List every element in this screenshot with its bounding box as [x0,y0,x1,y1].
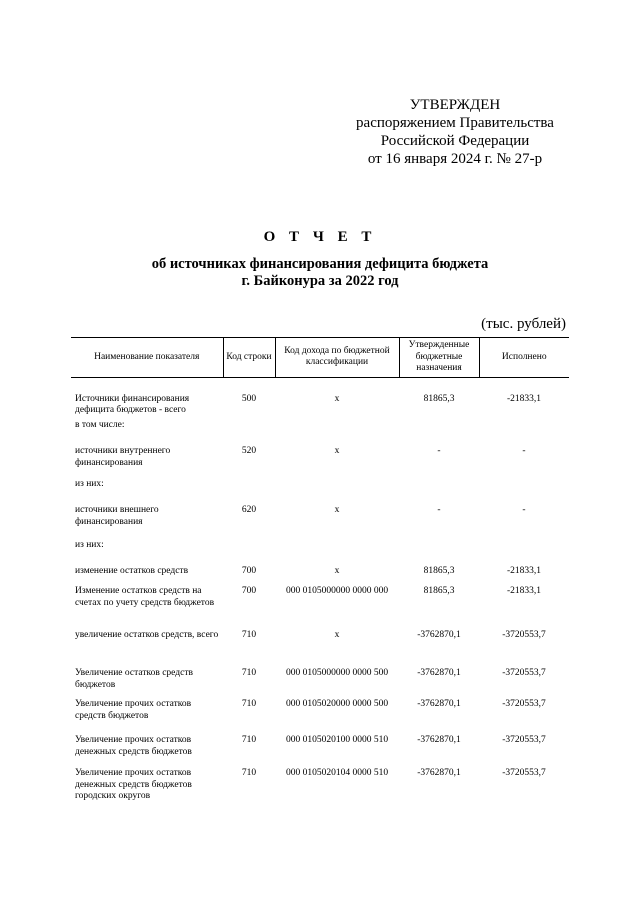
approval-stamp [340,96,570,168]
cell-approved: 81865,3 [423,566,455,576]
approval-title: УТВЕРЖДЕН [409,97,501,113]
cell-code [223,477,275,503]
table-row [71,503,569,538]
cell-name: из них: [75,479,104,489]
cell-kbk [275,538,399,564]
cell-name: в том числе: [75,420,125,430]
approval-line-3: Российской Федерации [380,133,530,149]
table-row [71,666,569,697]
cell-kbk: 000 0105020104 0000 510 [285,768,389,778]
cell-code [223,538,275,564]
cell-name: из них: [75,540,104,550]
report-table [71,337,569,812]
cell-code: 520 [241,446,257,456]
cell-executed: -3720553,7 [502,699,546,709]
cell-name: изменение остатков средств [75,566,189,576]
cell-executed: -3720553,7 [502,768,546,778]
cell-code: 710 [241,668,257,678]
cell-executed: -3720553,7 [502,668,546,678]
cell-approved: -3762870,1 [417,668,461,678]
cell-executed: -3720553,7 [502,735,546,745]
report-title: О Т Ч Е Т [263,229,377,245]
units-label: (тыс. рублей) [481,316,566,332]
cell-code: 500 [241,393,257,404]
header-approved: Утвержденные бюджетные назначения [399,338,479,378]
table-row [71,628,569,666]
table-row [71,538,569,564]
cell-kbk: 000 0105020000 0000 500 [285,699,389,709]
table-row [71,733,569,766]
cell-executed: -21833,1 [506,393,542,404]
cell-kbk: x [334,630,340,640]
cell-kbk [275,477,399,503]
cell-approved: -3762870,1 [417,630,461,640]
cell-executed [479,477,569,503]
cell-executed: - [522,446,526,456]
approval-line-2: распоряжением Правительства [356,115,554,131]
cell-executed: - [522,505,526,515]
cell-approved: 81865,3 [423,393,455,404]
cell-kbk: 000 0105000000 0000 000 [285,586,389,596]
cell-name: Увеличение прочих остатков средств бюджетов [75,699,192,721]
table-row [71,697,569,733]
cell-name: Увеличение прочих остатков денежных средств бюджетов [75,735,192,757]
approval-date: от 16 января 2024 г. № 27-р [367,151,543,167]
cell-code: 710 [241,735,257,745]
report-table-wrapper [71,337,569,812]
cell-approved [399,538,479,564]
cell-code: 710 [241,630,257,640]
cell-code: 700 [241,586,257,596]
cell-approved: - [437,505,441,515]
cell-name: Изменение остатков средств на счетах по учету средств бюджетов [75,586,215,608]
cell-kbk: 000 0105000000 0000 500 [285,668,389,678]
report-subtitle-line-2: г. Байконура за 2022 год [241,273,399,289]
cell-name: источники внешнего финансирования [75,505,159,527]
cell-approved [399,418,479,444]
cell-kbk: x [334,566,340,576]
cell-approved: -3762870,1 [417,699,461,709]
table-row [71,564,569,584]
cell-kbk: 000 0105020100 0000 510 [285,735,389,745]
cell-executed [479,418,569,444]
cell-code [223,418,275,444]
table-row [71,444,569,477]
cell-name: Увеличение остатков средств бюджетов [75,668,193,690]
header-code: Код строки [223,338,275,378]
cell-kbk [275,418,399,444]
table-row [71,377,569,418]
table-body [71,377,569,812]
cell-approved [399,477,479,503]
table-row [71,418,569,444]
cell-code: 710 [241,768,257,778]
report-subtitle [0,256,640,290]
cell-code: 710 [241,699,257,709]
header-executed: Исполнено [479,338,569,378]
cell-executed: -21833,1 [506,566,542,576]
cell-approved: -3762870,1 [417,768,461,778]
report-subtitle-line-1: об источниках финансирования дефицита бюджета [151,256,489,272]
cell-executed [479,538,569,564]
cell-kbk: x [334,393,340,404]
cell-name: источники внутреннего финансирования [75,446,171,468]
cell-approved: -3762870,1 [417,735,461,745]
cell-approved: 81865,3 [423,586,455,596]
cell-name: увеличение остатков средств, всего [75,630,219,640]
header-kbk: Код дохода по бюджетной классификации [275,338,399,378]
table-row [71,584,569,628]
cell-executed: -21833,1 [506,586,542,596]
cell-code: 620 [241,505,257,515]
cell-name: Увеличение прочих остатков денежных средств бюджетов городских округов [75,768,192,801]
cell-executed: -3720553,7 [502,630,546,640]
cell-code: 700 [241,566,257,576]
cell-kbk: x [334,505,340,515]
table-row [71,766,569,812]
header-name: Наименование показателя [71,338,223,378]
table-header-row [71,338,569,378]
table-row [71,477,569,503]
cell-name: Источники финансирования дефицита бюджетов - всего [75,393,190,415]
cell-approved: - [437,446,441,456]
cell-kbk: x [334,446,340,456]
